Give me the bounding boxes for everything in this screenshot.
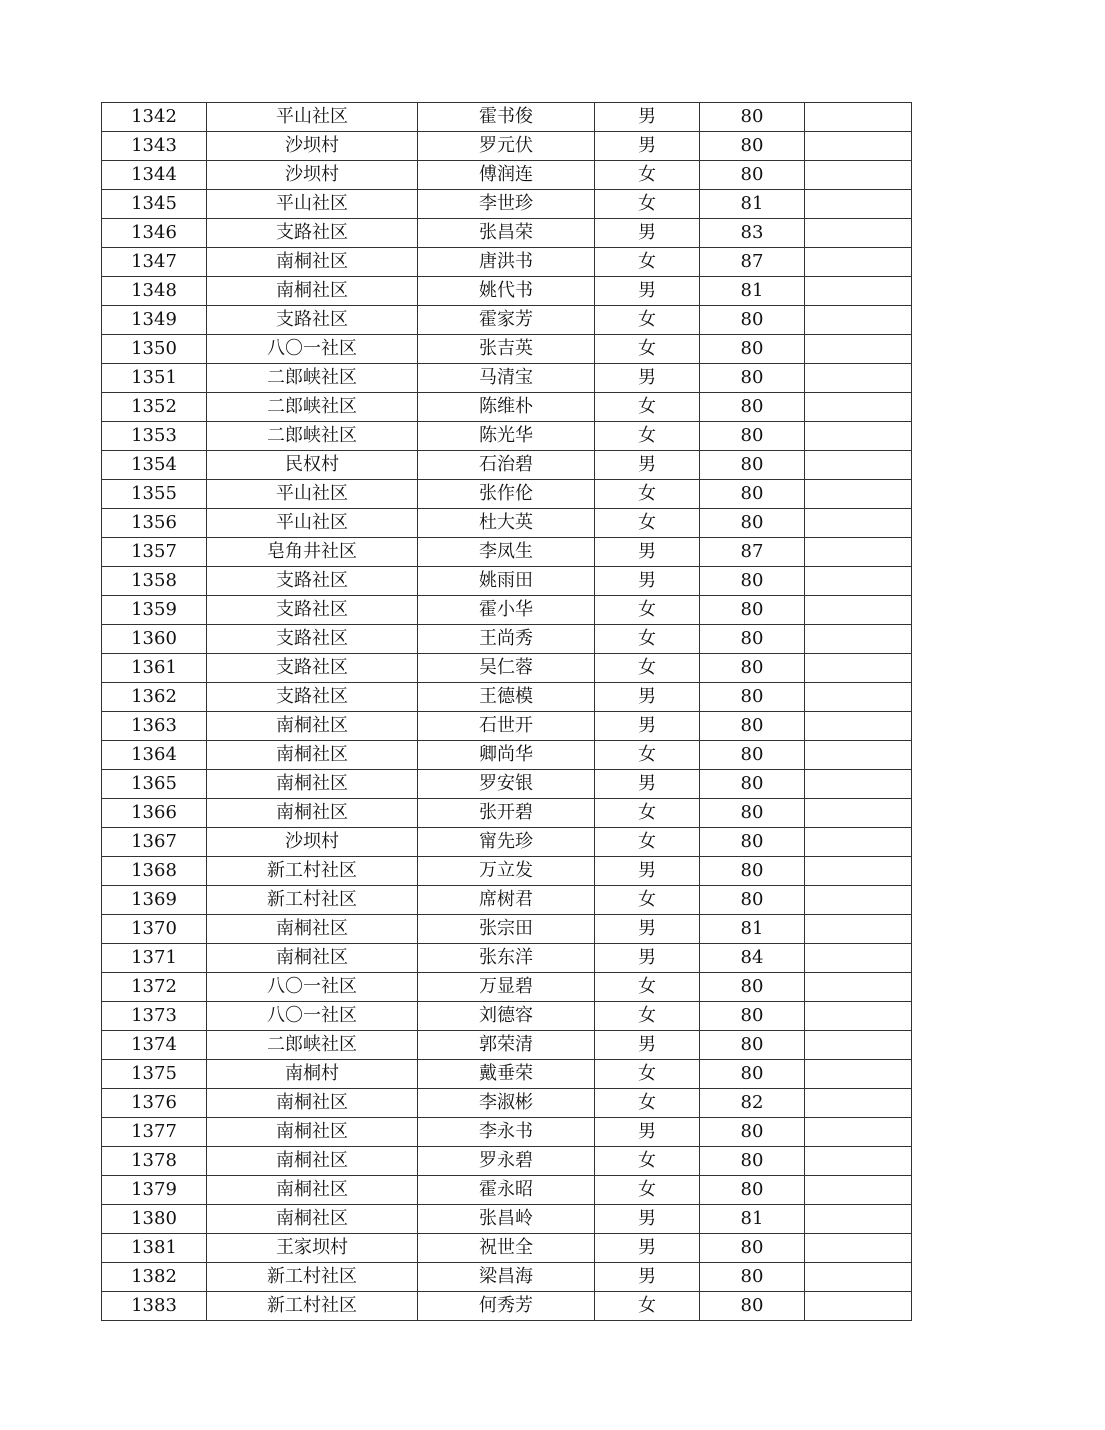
community-cell: 南桐社区 (207, 1205, 418, 1234)
note-cell (805, 973, 912, 1002)
gender-cell: 女 (595, 1089, 700, 1118)
gender-cell: 女 (595, 335, 700, 364)
gender-cell: 女 (595, 306, 700, 335)
age-cell: 80 (700, 1060, 805, 1089)
person-name-cell: 石世开 (418, 712, 595, 741)
community-cell: 南桐社区 (207, 915, 418, 944)
note-cell (805, 1176, 912, 1205)
person-name-cell: 霍书俊 (418, 103, 595, 132)
age-cell: 81 (700, 1205, 805, 1234)
person-name-cell: 吴仁蓉 (418, 654, 595, 683)
note-cell (805, 1002, 912, 1031)
community-cell: 二郎峡社区 (207, 393, 418, 422)
person-name-cell: 张昌荣 (418, 219, 595, 248)
table-row (102, 103, 912, 132)
serial-number-cell: 1382 (102, 1263, 207, 1292)
table-row (102, 393, 912, 422)
community-cell: 支路社区 (207, 596, 418, 625)
note-cell (805, 393, 912, 422)
note-cell (805, 770, 912, 799)
table-row (102, 190, 912, 219)
person-name-cell: 张作伦 (418, 480, 595, 509)
note-cell (805, 306, 912, 335)
serial-number-cell: 1353 (102, 422, 207, 451)
age-cell: 80 (700, 451, 805, 480)
age-cell: 80 (700, 973, 805, 1002)
note-cell (805, 683, 912, 712)
gender-cell: 男 (595, 451, 700, 480)
serial-number-cell: 1346 (102, 219, 207, 248)
serial-number-cell: 1375 (102, 1060, 207, 1089)
gender-cell: 女 (595, 393, 700, 422)
person-name-cell: 石治碧 (418, 451, 595, 480)
table-row (102, 364, 912, 393)
gender-cell: 女 (595, 596, 700, 625)
community-cell: 南桐社区 (207, 1118, 418, 1147)
serial-number-cell: 1377 (102, 1118, 207, 1147)
community-cell: 支路社区 (207, 219, 418, 248)
age-cell: 80 (700, 335, 805, 364)
table-row (102, 1118, 912, 1147)
gender-cell: 男 (595, 219, 700, 248)
community-cell: 南桐社区 (207, 944, 418, 973)
note-cell (805, 277, 912, 306)
gender-cell: 男 (595, 567, 700, 596)
community-cell: 八〇一社区 (207, 973, 418, 1002)
age-cell: 80 (700, 422, 805, 451)
community-cell: 南桐社区 (207, 1176, 418, 1205)
table-row (102, 625, 912, 654)
gender-cell: 女 (595, 1060, 700, 1089)
table-row (102, 1060, 912, 1089)
person-name-cell: 张东洋 (418, 944, 595, 973)
age-cell: 80 (700, 625, 805, 654)
person-name-cell: 李世珍 (418, 190, 595, 219)
person-name-cell: 万立发 (418, 857, 595, 886)
table-row (102, 857, 912, 886)
serial-number-cell: 1376 (102, 1089, 207, 1118)
community-cell: 新工村社区 (207, 1292, 418, 1321)
table-row (102, 596, 912, 625)
table-row (102, 422, 912, 451)
serial-number-cell: 1371 (102, 944, 207, 973)
gender-cell: 男 (595, 857, 700, 886)
community-cell: 新工村社区 (207, 886, 418, 915)
note-cell (805, 1031, 912, 1060)
table-row (102, 509, 912, 538)
table-row (102, 306, 912, 335)
community-cell: 支路社区 (207, 625, 418, 654)
serial-number-cell: 1379 (102, 1176, 207, 1205)
community-cell: 王家坝村 (207, 1234, 418, 1263)
age-cell: 80 (700, 712, 805, 741)
person-name-cell: 张昌岭 (418, 1205, 595, 1234)
serial-number-cell: 1342 (102, 103, 207, 132)
age-cell: 80 (700, 509, 805, 538)
note-cell (805, 1118, 912, 1147)
age-cell: 80 (700, 103, 805, 132)
gender-cell: 女 (595, 799, 700, 828)
serial-number-cell: 1362 (102, 683, 207, 712)
community-cell: 南桐社区 (207, 248, 418, 277)
gender-cell: 男 (595, 770, 700, 799)
gender-cell: 男 (595, 277, 700, 306)
gender-cell: 女 (595, 625, 700, 654)
serial-number-cell: 1364 (102, 741, 207, 770)
person-name-cell: 罗元伏 (418, 132, 595, 161)
gender-cell: 女 (595, 1002, 700, 1031)
community-cell: 平山社区 (207, 509, 418, 538)
table-row (102, 1002, 912, 1031)
person-name-cell: 姚代书 (418, 277, 595, 306)
age-cell: 80 (700, 770, 805, 799)
gender-cell: 女 (595, 973, 700, 1002)
note-cell (805, 161, 912, 190)
serial-number-cell: 1380 (102, 1205, 207, 1234)
person-name-cell: 戴垂荣 (418, 1060, 595, 1089)
age-cell: 80 (700, 1263, 805, 1292)
table-row (102, 712, 912, 741)
age-cell: 81 (700, 915, 805, 944)
person-name-cell: 霍家芳 (418, 306, 595, 335)
person-name-cell: 王德模 (418, 683, 595, 712)
serial-number-cell: 1372 (102, 973, 207, 1002)
table-row (102, 1147, 912, 1176)
gender-cell: 男 (595, 1205, 700, 1234)
gender-cell: 女 (595, 480, 700, 509)
note-cell (805, 915, 912, 944)
table-row (102, 1205, 912, 1234)
serial-number-cell: 1345 (102, 190, 207, 219)
community-cell: 南桐社区 (207, 712, 418, 741)
table-row (102, 944, 912, 973)
serial-number-cell: 1349 (102, 306, 207, 335)
person-name-cell: 姚雨田 (418, 567, 595, 596)
serial-number-cell: 1373 (102, 1002, 207, 1031)
note-cell (805, 799, 912, 828)
gender-cell: 女 (595, 248, 700, 277)
community-cell: 南桐社区 (207, 770, 418, 799)
community-cell: 二郎峡社区 (207, 364, 418, 393)
person-name-cell: 卿尚华 (418, 741, 595, 770)
table-row (102, 828, 912, 857)
age-cell: 80 (700, 1031, 805, 1060)
serial-number-cell: 1347 (102, 248, 207, 277)
age-cell: 80 (700, 1147, 805, 1176)
note-cell (805, 1234, 912, 1263)
age-cell: 80 (700, 1002, 805, 1031)
serial-number-cell: 1367 (102, 828, 207, 857)
age-cell: 80 (700, 741, 805, 770)
gender-cell: 女 (595, 1147, 700, 1176)
note-cell (805, 480, 912, 509)
table-row (102, 567, 912, 596)
table-row (102, 1089, 912, 1118)
serial-number-cell: 1343 (102, 132, 207, 161)
note-cell (805, 335, 912, 364)
person-name-cell: 张开碧 (418, 799, 595, 828)
age-cell: 80 (700, 480, 805, 509)
age-cell: 80 (700, 886, 805, 915)
community-cell: 支路社区 (207, 567, 418, 596)
serial-number-cell: 1356 (102, 509, 207, 538)
age-cell: 80 (700, 1118, 805, 1147)
person-name-cell: 王尚秀 (418, 625, 595, 654)
age-cell: 80 (700, 393, 805, 422)
person-name-cell: 祝世全 (418, 1234, 595, 1263)
serial-number-cell: 1357 (102, 538, 207, 567)
serial-number-cell: 1351 (102, 364, 207, 393)
person-name-cell: 陈光华 (418, 422, 595, 451)
note-cell (805, 596, 912, 625)
note-cell (805, 219, 912, 248)
serial-number-cell: 1359 (102, 596, 207, 625)
age-cell: 81 (700, 190, 805, 219)
age-cell: 84 (700, 944, 805, 973)
serial-number-cell: 1354 (102, 451, 207, 480)
table-row (102, 741, 912, 770)
roster-table (101, 102, 912, 1321)
serial-number-cell: 1363 (102, 712, 207, 741)
community-cell: 平山社区 (207, 103, 418, 132)
gender-cell: 男 (595, 944, 700, 973)
person-name-cell: 李凤生 (418, 538, 595, 567)
note-cell (805, 103, 912, 132)
person-name-cell: 甯先珍 (418, 828, 595, 857)
note-cell (805, 1263, 912, 1292)
table-row (102, 1234, 912, 1263)
age-cell: 87 (700, 538, 805, 567)
community-cell: 沙坝村 (207, 828, 418, 857)
table-row (102, 277, 912, 306)
gender-cell: 女 (595, 190, 700, 219)
gender-cell: 女 (595, 422, 700, 451)
note-cell (805, 1147, 912, 1176)
person-name-cell: 唐洪书 (418, 248, 595, 277)
community-cell: 南桐社区 (207, 741, 418, 770)
table-row (102, 654, 912, 683)
community-cell: 沙坝村 (207, 132, 418, 161)
table-row (102, 161, 912, 190)
table-row (102, 538, 912, 567)
gender-cell: 男 (595, 712, 700, 741)
table-row (102, 770, 912, 799)
person-name-cell: 罗永碧 (418, 1147, 595, 1176)
gender-cell: 男 (595, 364, 700, 393)
community-cell: 支路社区 (207, 306, 418, 335)
gender-cell: 女 (595, 1292, 700, 1321)
note-cell (805, 132, 912, 161)
gender-cell: 男 (595, 1263, 700, 1292)
table-row (102, 915, 912, 944)
person-name-cell: 张吉英 (418, 335, 595, 364)
serial-number-cell: 1350 (102, 335, 207, 364)
age-cell: 80 (700, 364, 805, 393)
note-cell (805, 741, 912, 770)
serial-number-cell: 1348 (102, 277, 207, 306)
table-row (102, 132, 912, 161)
gender-cell: 女 (595, 741, 700, 770)
note-cell (805, 190, 912, 219)
age-cell: 80 (700, 1234, 805, 1263)
table-row (102, 335, 912, 364)
community-cell: 平山社区 (207, 480, 418, 509)
note-cell (805, 1089, 912, 1118)
table-row (102, 886, 912, 915)
community-cell: 南桐村 (207, 1060, 418, 1089)
community-cell: 南桐社区 (207, 277, 418, 306)
age-cell: 80 (700, 683, 805, 712)
serial-number-cell: 1358 (102, 567, 207, 596)
serial-number-cell: 1368 (102, 857, 207, 886)
age-cell: 80 (700, 857, 805, 886)
age-cell: 80 (700, 799, 805, 828)
gender-cell: 男 (595, 132, 700, 161)
serial-number-cell: 1374 (102, 1031, 207, 1060)
table-row (102, 451, 912, 480)
age-cell: 80 (700, 306, 805, 335)
serial-number-cell: 1366 (102, 799, 207, 828)
gender-cell: 女 (595, 161, 700, 190)
gender-cell: 女 (595, 886, 700, 915)
person-name-cell: 梁昌海 (418, 1263, 595, 1292)
table-row (102, 799, 912, 828)
person-name-cell: 马清宝 (418, 364, 595, 393)
community-cell: 二郎峡社区 (207, 1031, 418, 1060)
age-cell: 80 (700, 567, 805, 596)
community-cell: 八〇一社区 (207, 1002, 418, 1031)
serial-number-cell: 1378 (102, 1147, 207, 1176)
person-name-cell: 李永书 (418, 1118, 595, 1147)
person-name-cell: 霍永昭 (418, 1176, 595, 1205)
note-cell (805, 625, 912, 654)
note-cell (805, 451, 912, 480)
table-row (102, 248, 912, 277)
age-cell: 87 (700, 248, 805, 277)
serial-number-cell: 1369 (102, 886, 207, 915)
note-cell (805, 712, 912, 741)
community-cell: 民权村 (207, 451, 418, 480)
note-cell (805, 248, 912, 277)
gender-cell: 女 (595, 1176, 700, 1205)
note-cell (805, 828, 912, 857)
person-name-cell: 刘德容 (418, 1002, 595, 1031)
note-cell (805, 1292, 912, 1321)
person-name-cell: 霍小华 (418, 596, 595, 625)
serial-number-cell: 1365 (102, 770, 207, 799)
person-name-cell: 张宗田 (418, 915, 595, 944)
serial-number-cell: 1360 (102, 625, 207, 654)
person-name-cell: 李淑彬 (418, 1089, 595, 1118)
community-cell: 八〇一社区 (207, 335, 418, 364)
person-name-cell: 万显碧 (418, 973, 595, 1002)
person-name-cell: 傅润连 (418, 161, 595, 190)
gender-cell: 男 (595, 103, 700, 132)
note-cell (805, 857, 912, 886)
serial-number-cell: 1383 (102, 1292, 207, 1321)
community-cell: 支路社区 (207, 683, 418, 712)
gender-cell: 男 (595, 915, 700, 944)
gender-cell: 男 (595, 683, 700, 712)
serial-number-cell: 1344 (102, 161, 207, 190)
table-row (102, 973, 912, 1002)
gender-cell: 男 (595, 1031, 700, 1060)
person-name-cell: 陈维朴 (418, 393, 595, 422)
age-cell: 80 (700, 596, 805, 625)
table-row (102, 480, 912, 509)
table-row (102, 1031, 912, 1060)
community-cell: 平山社区 (207, 190, 418, 219)
note-cell (805, 509, 912, 538)
age-cell: 80 (700, 132, 805, 161)
gender-cell: 男 (595, 538, 700, 567)
serial-number-cell: 1352 (102, 393, 207, 422)
community-cell: 南桐社区 (207, 799, 418, 828)
serial-number-cell: 1361 (102, 654, 207, 683)
note-cell (805, 1205, 912, 1234)
community-cell: 二郎峡社区 (207, 422, 418, 451)
table-row (102, 219, 912, 248)
gender-cell: 女 (595, 654, 700, 683)
note-cell (805, 538, 912, 567)
roster-table-body (102, 103, 912, 1321)
note-cell (805, 654, 912, 683)
table-row (102, 1176, 912, 1205)
community-cell: 沙坝村 (207, 161, 418, 190)
note-cell (805, 1060, 912, 1089)
table-row (102, 1263, 912, 1292)
age-cell: 80 (700, 161, 805, 190)
table-row (102, 1292, 912, 1321)
gender-cell: 女 (595, 828, 700, 857)
community-cell: 支路社区 (207, 654, 418, 683)
serial-number-cell: 1381 (102, 1234, 207, 1263)
community-cell: 南桐社区 (207, 1147, 418, 1176)
age-cell: 83 (700, 219, 805, 248)
serial-number-cell: 1355 (102, 480, 207, 509)
age-cell: 81 (700, 277, 805, 306)
gender-cell: 男 (595, 1118, 700, 1147)
note-cell (805, 364, 912, 393)
community-cell: 新工村社区 (207, 1263, 418, 1292)
person-name-cell: 杜大英 (418, 509, 595, 538)
age-cell: 80 (700, 1292, 805, 1321)
note-cell (805, 886, 912, 915)
age-cell: 80 (700, 828, 805, 857)
age-cell: 82 (700, 1089, 805, 1118)
person-name-cell: 郭荣清 (418, 1031, 595, 1060)
age-cell: 80 (700, 654, 805, 683)
note-cell (805, 567, 912, 596)
person-name-cell: 何秀芳 (418, 1292, 595, 1321)
note-cell (805, 944, 912, 973)
community-cell: 皂角井社区 (207, 538, 418, 567)
person-name-cell: 罗安银 (418, 770, 595, 799)
community-cell: 新工村社区 (207, 857, 418, 886)
gender-cell: 女 (595, 509, 700, 538)
person-name-cell: 席树君 (418, 886, 595, 915)
note-cell (805, 422, 912, 451)
serial-number-cell: 1370 (102, 915, 207, 944)
gender-cell: 男 (595, 1234, 700, 1263)
community-cell: 南桐社区 (207, 1089, 418, 1118)
age-cell: 80 (700, 1176, 805, 1205)
table-row (102, 683, 912, 712)
